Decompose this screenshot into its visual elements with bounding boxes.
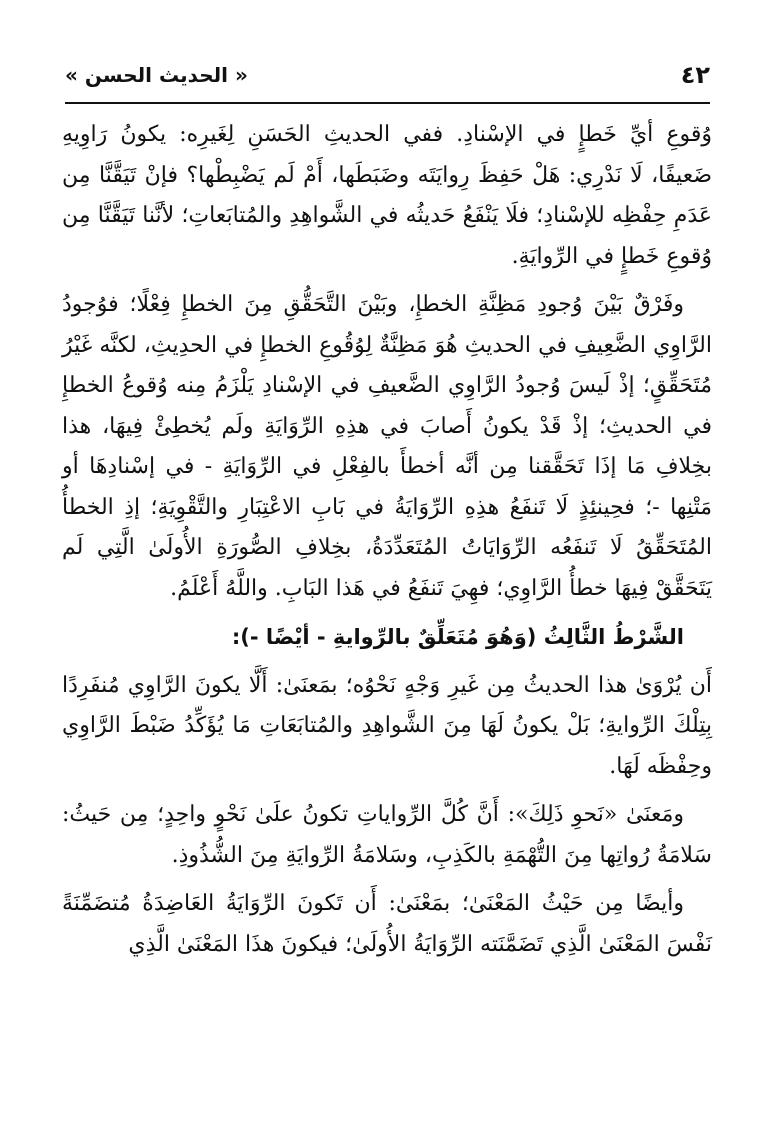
paragraph: وأيضًا مِن حَيْثُ المَعْنَىٰ؛ بمَعْنَىٰ: أَن تَكونَ الرِّوَايَةُ العَاضِدَةُ مُتضَمِّنَةً نَفْسَ المَعْنَىٰ الَّذِي تَضَمَّنَته الرِّوَايَةُ الأُولَىٰ؛ فيكونَ هذَا المَعْنَىٰ الَّذِي xyxy=(62,891,712,957)
paragraph: ومَعنَىٰ «نَحوِ ذَلِكَ»: أَنَّ كُلَّ الرِّواياتِ تكونُ علَىٰ نَحْوٍ واحِدٍ؛ مِن حَيثُ: سَلامَةُ رُواتِها مِنَ التُّهْمَةِ بالكَذِبِ، وسَلامَةُ الرِّوايَةِ مِنَ الشُّذُوذِ. xyxy=(62,802,712,868)
body-text xyxy=(62,115,712,973)
page-number: ٤٢ xyxy=(680,61,710,89)
paragraph: وُقوعِ أيِّ خَطإٍ في الإسْنادِ. ففي الحديثِ الحَسَنِ لِغَيرِه: يكونُ رَاوِيهِ ضَعيفًا، لَا نَدْرِي: هَلْ حَفِظَ رِوايَتَه وضَبَطَها، أَمْ لَم يَضْبِطْها؟ فإنْ تَيَقَّنَّا مِن عَدَمِ حِفْظِه للإسْنادِ؛ فلَا يَنْفَعُ حَديثُه في الشَّواهِدِ والمُتابَعاتِ؛ لأنَّنا تَيَقَّنَّا مِن وُقوعِ خَطإٍ في الرِّوايَةِ. xyxy=(62,122,712,269)
section-heading: الشَّرْطُ الثَّالِثُ (وَهُوَ مُتَعَلِّقٌ بالرِّوايةِ - أيْضًا -): xyxy=(231,625,684,649)
running-title: « الحديث الحسن » xyxy=(65,63,248,87)
header-rule xyxy=(65,102,710,104)
paragraph: أَن يُرْوَىٰ هذا الحديثُ مِن غَيرِ وَجْهٍ نَحْوُه؛ بمَعنَىٰ: أَلَّا يكونَ الرَّاوِي مُنفَرِدًا بِتِلْكَ الرِّوايةِ؛ بَلْ يكونُ لَهَا مِنَ الشَّواهِدِ والمُتابَعَاتِ مَا يُؤَكِّدُ ضَبْطَ الرَّاوِي وحِفْظَه لَهَا. xyxy=(62,672,712,779)
paragraph: وفَرْقٌ بَيْنَ وُجودِ مَظِنَّةِ الخطإِ، وبَيْنَ التَّحَقُّقِ مِنَ الخطإِ فِعْلًا؛ فوُجودُ الرَّاوِي الضَّعِيفِ في الحديثِ هُوَ مَظِنَّةٌ لِوُقُوعِ الخطإِ في الحدِيثِ، لكنَّه غَيْرُ مُتَحَقِّقٍ؛ إذْ لَيسَ وُجودُ الرَّاوِي الضَّعيفِ في الإسْنادِ يَلْزَمُ مِنه وُقوعُ الخطإِ في الحديثِ؛ إذْ قَدْ يكونُ أَصابَ في هذِهِ الرِّوَايَةِ ولَم يُخطِئْ فِيهَا، هذا بخِلافِ مَا إذَا تَحَقَّقنا مِن أنَّه أخطأَ بالفِعْلِ في الرِّوَايَةِ - في إسْنادِهَا أو مَتْنِها -؛ فحِينئِذٍ لَا تَنفَعُ هذِهِ الرِّوَايَةُ في بَابِ الاعْتِبَارِ والتَّقْوِيَةِ؛ إذِ الخطأُ المُتَحَقِّقُ لَا تَنفَعُه الرِّوَايَاتُ المُتَعَدِّدَةُ، بخِلافِ الصُّورَةِ الأُولَىٰ الَّتِي لَم يَتَحَقَّقْ فِيهَا خطأُ الرَّاوِي؛ فهِيَ تَنفَعُ في هَذا البَابِ. واللَّهُ أَعْلَمُ. xyxy=(62,292,712,601)
page-header xyxy=(65,55,710,95)
